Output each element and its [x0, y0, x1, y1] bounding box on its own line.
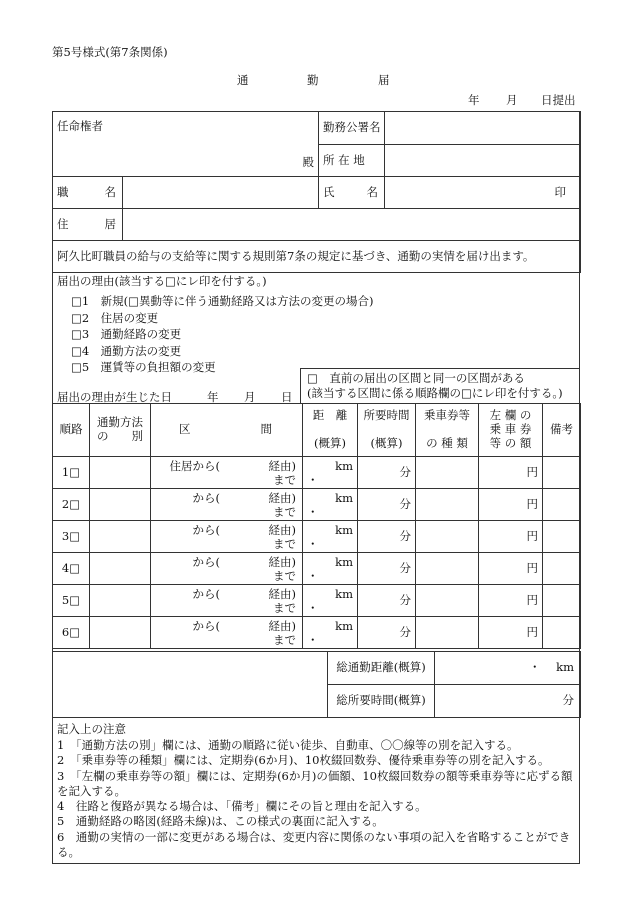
form-number: 第5号様式(第7条関係) [52, 45, 168, 59]
seal-label: 印 [554, 184, 566, 199]
total-distance-unit: km [556, 660, 574, 675]
col-order: 順路 [53, 404, 90, 457]
route-table [52, 403, 581, 649]
route-yen: 円 [526, 496, 538, 511]
position-label-b: 名 [104, 184, 116, 199]
same-section-line-1: □ 直前の届出の区間と同一の区間がある [307, 371, 525, 385]
col-distance-1: 距 離 [312, 408, 348, 423]
route-ticket[interactable] [416, 553, 479, 585]
route-distance[interactable] [303, 553, 358, 585]
title-char-1: 通 [237, 73, 249, 87]
route-yen: 円 [526, 560, 538, 575]
note-item: 1 「通勤方法の別」欄には、通勤の順路に従い徒歩、自動車、〇〇線等の別を記入する。 [57, 738, 519, 752]
route-min: 分 [399, 528, 411, 543]
note-item: 3 「左欄の乗車券等の額」欄には、定期券(6か月)の価額、10枚綴回数券の額等乗車券等に応ずる額を記入する。 [57, 768, 573, 798]
route-to: まで [273, 600, 296, 615]
same-section-box[interactable] [300, 368, 580, 403]
route-row [53, 617, 581, 649]
col-time-2: (概算) [370, 436, 403, 450]
route-from: から( [192, 554, 220, 569]
route-method[interactable] [90, 585, 151, 617]
route-min: 分 [399, 560, 411, 575]
route-distance[interactable] [303, 585, 358, 617]
col-section-a: 区 [179, 422, 191, 437]
position-label-a: 職 [57, 184, 69, 199]
totals-table [52, 651, 581, 718]
route-order[interactable] [53, 617, 90, 649]
name-label-a: 氏 [323, 184, 335, 199]
route-distance[interactable] [303, 489, 358, 521]
route-section[interactable] [151, 553, 303, 585]
note-item: 4 往路と復路が異なる場合は、「備考」欄にその旨と理由を記入する。 [57, 799, 427, 814]
reason-date-month: 月 [244, 390, 256, 404]
route-to: まで [273, 568, 296, 583]
route-fare[interactable] [479, 457, 543, 489]
route-section[interactable] [151, 521, 303, 553]
route-to: まで [273, 472, 296, 487]
col-distance [303, 404, 358, 457]
workplace-label: 勤務公署名 [319, 112, 385, 145]
route-method[interactable] [90, 521, 151, 553]
route-min: 分 [399, 496, 411, 511]
route-remarks[interactable] [543, 457, 581, 489]
reason-item[interactable]: □2 住居の変更 [71, 310, 159, 325]
route-from: から( [192, 618, 220, 633]
route-dot: ・ [307, 568, 319, 583]
position-field[interactable] [123, 177, 319, 209]
route-yen: 円 [526, 592, 538, 607]
route-fare[interactable] [479, 585, 543, 617]
route-ticket[interactable] [416, 617, 479, 649]
total-time-label: 総所要時間(概算) [328, 685, 435, 718]
total-distance-field[interactable] [435, 652, 581, 685]
route-via: 経由) [268, 554, 296, 569]
name-label-b: 名 [366, 184, 378, 199]
route-dot: ・ [307, 632, 319, 647]
note-item: 5 通勤経路の略図(経路未線)は、この様式の裏面に記入する。 [57, 814, 384, 829]
location-field[interactable] [385, 145, 581, 177]
totals-blank [53, 652, 328, 718]
route-time[interactable] [358, 585, 416, 617]
route-from: から( [192, 586, 220, 601]
route-dot: ・ [307, 600, 319, 615]
reason-list [71, 293, 374, 376]
reason-date-year: 年 [207, 390, 219, 404]
total-time-unit: 分 [562, 693, 574, 708]
route-distance[interactable] [303, 457, 358, 489]
reason-item[interactable]: □5 運賃等の負担額の変更 [71, 360, 216, 374]
route-ticket[interactable] [416, 521, 479, 553]
route-remarks[interactable] [543, 489, 581, 521]
route-fare[interactable] [479, 553, 543, 585]
total-distance-label: 総通勤距離(概算) [328, 652, 435, 685]
route-km: km [335, 490, 353, 505]
note-item: 2 「乗車券等の種類」欄には、定期券(6か月)、10枚綴回数券、優待乗車券等の別を記入する。 [57, 753, 550, 768]
title-char-3: 届 [378, 73, 390, 87]
col-method [90, 404, 151, 457]
notes-list [57, 738, 575, 860]
col-fare [479, 404, 543, 457]
route-order-label: 6□ [61, 624, 81, 639]
header-table [52, 111, 581, 273]
note-item: 6 通勤の実情の一部に変更がある場合は、変更内容に関係のない事項の記入を省略することができる。 [57, 829, 571, 860]
route-dot: ・ [307, 472, 319, 487]
route-via: 経由) [268, 490, 296, 505]
route-method[interactable] [90, 617, 151, 649]
route-from: から( [192, 490, 220, 505]
col-ticket [416, 404, 479, 457]
route-to: まで [273, 536, 296, 551]
route-row [53, 521, 581, 553]
route-section[interactable] [151, 617, 303, 649]
col-remarks: 備考 [543, 404, 581, 457]
submit-month: 月 [506, 93, 518, 107]
route-via: 経由) [268, 586, 296, 601]
col-time [358, 404, 416, 457]
route-order-label: 1□ [61, 464, 81, 479]
location-label: 所 在 地 [319, 145, 385, 177]
name-label-cell [319, 177, 385, 209]
submit-day: 日提出 [541, 93, 576, 107]
reason-item[interactable]: □1 新規(□異動等に伴う通勤経路又は方法の変更の場合) [71, 294, 374, 308]
same-section-line-2: (該当する区間に係る順路欄の□にレ印を付する。) [307, 386, 563, 400]
route-order-label: 4□ [61, 560, 81, 575]
route-ticket[interactable] [416, 457, 479, 489]
route-distance[interactable] [303, 617, 358, 649]
col-time-1: 所要時間 [363, 408, 410, 423]
col-method-1: 通勤方法 [97, 415, 143, 430]
route-yen: 円 [526, 464, 538, 479]
position-label-cell [53, 177, 123, 209]
route-time[interactable] [358, 553, 416, 585]
reason-date-label: 届出の理由が生じた日 [57, 390, 172, 404]
route-via: 経由) [268, 618, 296, 633]
route-section[interactable] [151, 585, 303, 617]
total-time-field[interactable] [435, 685, 581, 718]
route-method[interactable] [90, 457, 151, 489]
route-row [53, 457, 581, 489]
route-yen: 円 [526, 528, 538, 543]
route-row [53, 489, 581, 521]
residence-field[interactable] [123, 209, 581, 241]
col-fare-3: 等 の 額 [489, 435, 532, 450]
route-min: 分 [399, 592, 411, 607]
route-order[interactable] [53, 521, 90, 553]
col-fare-2: 乗 車 券 [489, 422, 532, 437]
col-section [151, 404, 303, 457]
route-time[interactable] [358, 521, 416, 553]
col-fare-1: 左 欄 の [489, 408, 532, 423]
route-time[interactable] [358, 617, 416, 649]
reason-heading: 届出の理由(該当する□にレ印を付する。) [57, 274, 267, 288]
route-remarks[interactable] [543, 617, 581, 649]
reason-item[interactable]: □3 通勤経路の変更 [71, 327, 182, 341]
route-order-label: 3□ [61, 528, 81, 543]
residence-label-a: 住 [57, 216, 69, 231]
route-order[interactable] [53, 585, 90, 617]
route-fare[interactable] [479, 521, 543, 553]
route-order[interactable] [53, 489, 90, 521]
route-min: 分 [399, 624, 411, 639]
route-km: km [335, 522, 353, 537]
appointer-cell[interactable] [53, 112, 319, 177]
route-ticket[interactable] [416, 489, 479, 521]
route-order[interactable] [53, 553, 90, 585]
reason-date-day: 日 [281, 390, 293, 404]
submit-year: 年 [468, 93, 480, 107]
route-time[interactable] [358, 457, 416, 489]
route-time[interactable] [358, 489, 416, 521]
route-via: 経由) [268, 522, 296, 537]
route-order[interactable] [53, 457, 90, 489]
route-km: km [335, 554, 353, 569]
name-field[interactable] [385, 177, 581, 209]
route-row [53, 585, 581, 617]
route-order-label: 2□ [61, 496, 81, 511]
statement: 阿久比町職員の給与の支給等に関する規則第7条の規定に基づき、通勤の実情を届け出ます。 [53, 241, 581, 273]
route-order-label: 5□ [61, 592, 81, 607]
route-row [53, 553, 581, 585]
col-ticket-1: 乗車券等 [424, 408, 470, 423]
route-yen: 円 [526, 624, 538, 639]
route-ticket[interactable] [416, 585, 479, 617]
route-from: から( [192, 522, 220, 537]
route-to: まで [273, 632, 296, 647]
title-char-2: 勤 [307, 73, 319, 87]
route-remarks[interactable] [543, 521, 581, 553]
route-min: 分 [399, 464, 411, 479]
residence-label-b: 居 [104, 216, 116, 231]
residence-label-cell [53, 209, 123, 241]
col-distance-2: (概算) [314, 436, 346, 450]
route-remarks[interactable] [543, 553, 581, 585]
notes-heading: 記入上の注意 [57, 722, 126, 736]
route-dot: ・ [307, 536, 319, 551]
route-km: km [335, 618, 353, 633]
col-ticket-2: の 種 類 [426, 436, 468, 450]
route-section[interactable] [151, 457, 303, 489]
route-to: まで [273, 504, 296, 519]
workplace-field[interactable] [385, 112, 581, 145]
appointer-label: 任命権者 [57, 119, 103, 133]
col-method-2: の 別 [97, 429, 143, 443]
route-method[interactable] [90, 553, 151, 585]
reason-item[interactable]: □4 通勤方法の変更 [71, 343, 182, 358]
route-km: km [335, 586, 353, 601]
route-fare[interactable] [479, 489, 543, 521]
col-section-b: 間 [260, 422, 272, 437]
route-fare[interactable] [479, 617, 543, 649]
route-remarks[interactable] [543, 585, 581, 617]
route-method[interactable] [90, 489, 151, 521]
dono-label: 殿 [302, 155, 314, 169]
route-distance[interactable] [303, 521, 358, 553]
total-distance-dot: ・ [529, 660, 541, 675]
route-via: 経由) [268, 458, 296, 473]
route-section[interactable] [151, 489, 303, 521]
route-dot: ・ [307, 504, 319, 519]
route-km: km [335, 458, 353, 473]
route-from: 住居から( [169, 458, 220, 473]
